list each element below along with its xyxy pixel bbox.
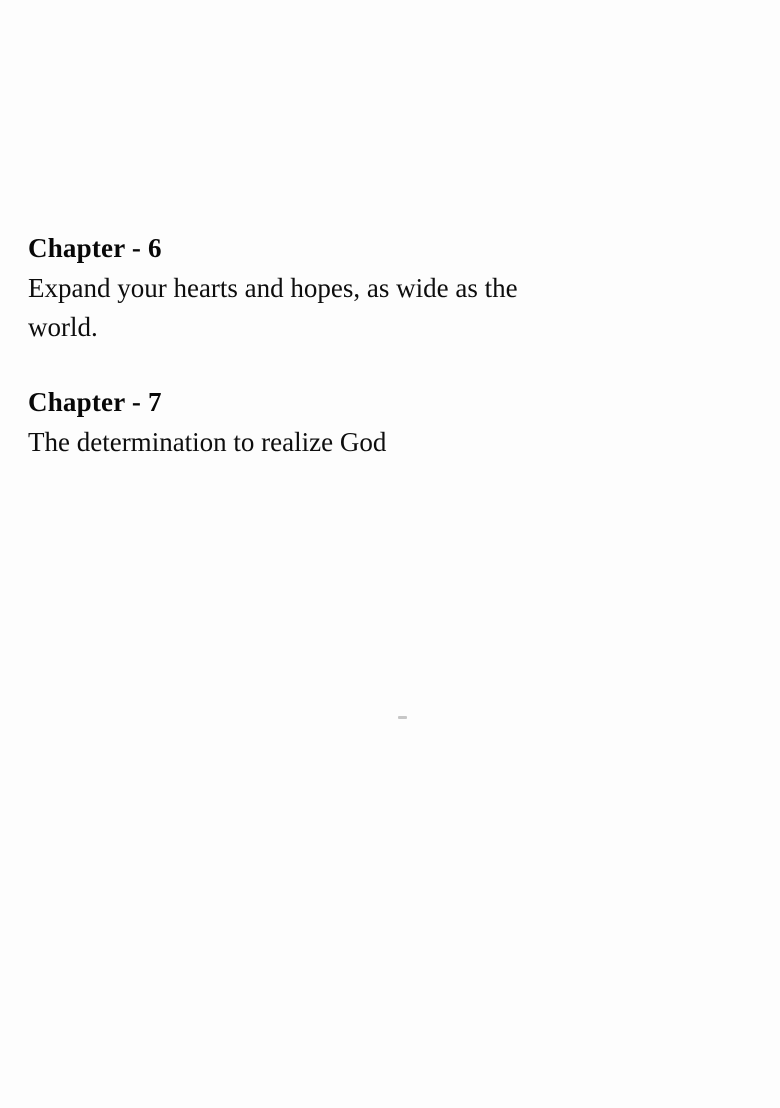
chapter-7-heading: Chapter - 7 <box>28 386 162 417</box>
chapter-7-description: The determination to realize God <box>28 426 387 457</box>
chapter-entry <box>28 386 628 462</box>
page-speck-artifact <box>398 716 407 719</box>
chapter-entry <box>28 232 628 348</box>
chapter-list <box>28 232 628 500</box>
chapter-6-description: Expand your hearts and hopes, as wide as the world. <box>28 272 518 343</box>
chapter-6-heading: Chapter - 6 <box>28 233 162 263</box>
